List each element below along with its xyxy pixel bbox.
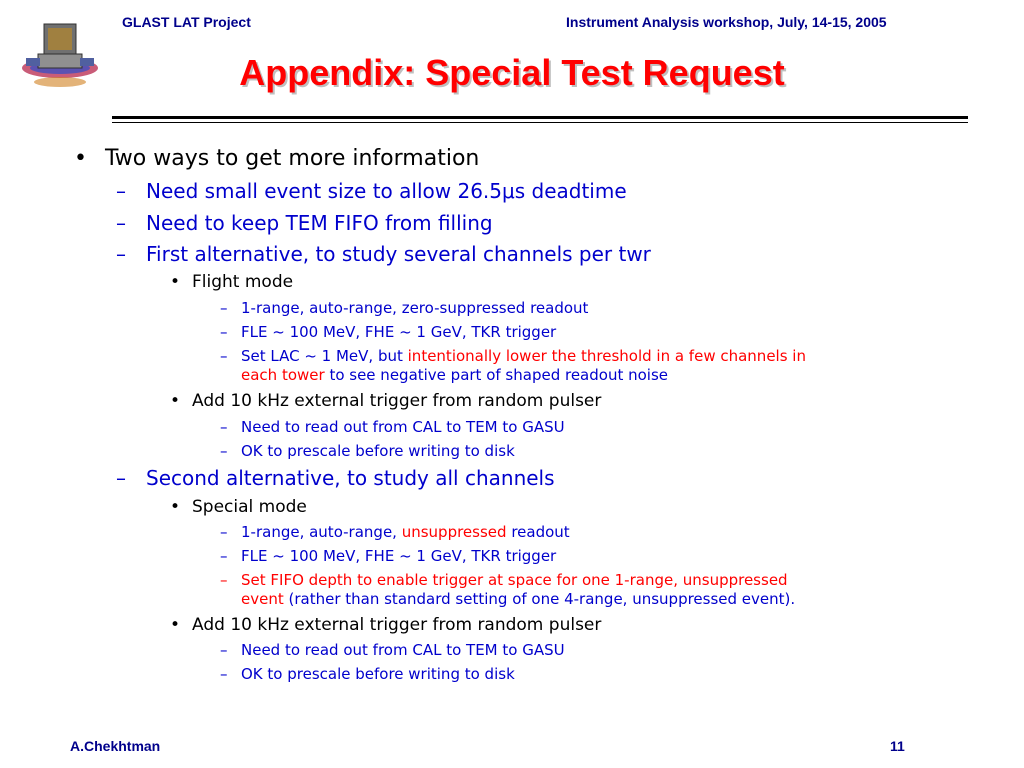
dash-marker: – bbox=[116, 242, 126, 266]
dash-marker: – bbox=[220, 523, 228, 541]
title-rule-thin bbox=[112, 122, 968, 123]
item-first-alternative: First alternative, to study several channels per twr bbox=[146, 242, 651, 266]
header-workshop: Instrument Analysis workshop, July, 14-15, 2005 bbox=[566, 14, 887, 30]
item-special-trigger: FLE ~ 100 MeV, FHE ~ 1 GeV, TKR trigger bbox=[241, 547, 557, 565]
item-fifo-depth-line1 bbox=[241, 571, 788, 589]
lower-threshold-text: intentionally lower the threshold in a few channels in bbox=[407, 347, 806, 365]
each-tower-text: each tower bbox=[241, 366, 325, 384]
dash-marker: – bbox=[220, 571, 228, 589]
dash-marker: – bbox=[220, 347, 228, 365]
item-set-lac-line1 bbox=[241, 347, 806, 365]
dash-marker: – bbox=[220, 547, 228, 565]
set-lac-text: Set LAC ~ 1 MeV, but bbox=[241, 347, 408, 365]
item-set-lac-line2 bbox=[241, 366, 668, 384]
unsuppressed-text: unsuppressed bbox=[401, 523, 507, 541]
slide-title: Appendix: Special Test Request bbox=[239, 52, 785, 93]
item-small-event-size: Need small event size to allow 26.5μs deadtime bbox=[146, 179, 627, 203]
dash-marker: – bbox=[220, 299, 228, 317]
item-second-alternative: Second alternative, to study all channels bbox=[146, 466, 555, 490]
item-tem-fifo: Need to keep TEM FIFO from filling bbox=[146, 211, 493, 235]
item-flight-mode: Flight mode bbox=[192, 272, 294, 292]
bullet-two-ways: Two ways to get more information bbox=[105, 146, 480, 171]
bullet-marker: • bbox=[74, 146, 87, 171]
readout-text: readout bbox=[506, 523, 570, 541]
item-prescale: OK to prescale before writing to disk bbox=[241, 442, 515, 460]
item-special-readout bbox=[241, 523, 570, 541]
footer-author: A.Chekhtman bbox=[70, 738, 161, 754]
header-project: GLAST LAT Project bbox=[122, 14, 251, 30]
special-readout-text: 1-range, auto-range, bbox=[241, 523, 402, 541]
dash-marker: – bbox=[220, 418, 228, 436]
dash-marker: – bbox=[220, 641, 228, 659]
item-read-out-cal-2: Need to read out from CAL to TEM to GASU bbox=[241, 641, 565, 659]
item-flight-trigger: FLE ~ 100 MeV, FHE ~ 1 GeV, TKR trigger bbox=[241, 323, 557, 341]
dash-marker: – bbox=[116, 179, 126, 203]
dash-marker: – bbox=[220, 665, 228, 683]
dash-marker: – bbox=[116, 211, 126, 235]
title-rule-thick bbox=[112, 116, 968, 119]
event-text: event bbox=[241, 590, 284, 608]
standard-setting-text: (rather than standard setting of one 4-range, unsuppressed event). bbox=[283, 590, 796, 608]
item-flight-readout: 1-range, auto-range, zero-suppressed readout bbox=[241, 299, 589, 317]
item-special-mode: Special mode bbox=[192, 497, 307, 517]
item-read-out-cal: Need to read out from CAL to TEM to GASU bbox=[241, 418, 565, 436]
item-external-trigger: Add 10 kHz external trigger from random pulser bbox=[192, 391, 602, 411]
negative-noise-text: to see negative part of shaped readout noise bbox=[324, 366, 668, 384]
dash-marker: – bbox=[220, 442, 228, 460]
bullet-marker: • bbox=[170, 272, 181, 292]
item-external-trigger-2: Add 10 kHz external trigger from random pulser bbox=[192, 615, 602, 635]
bullet-marker: • bbox=[170, 391, 181, 411]
bullet-marker: • bbox=[170, 615, 181, 635]
dash-marker: – bbox=[220, 323, 228, 341]
fifo-depth-text: Set FIFO depth to enable trigger at space for one 1-range, unsuppressed bbox=[241, 571, 788, 589]
footer-page-number: 11 bbox=[890, 738, 905, 754]
bullet-marker: • bbox=[170, 497, 181, 517]
item-prescale-2: OK to prescale before writing to disk bbox=[241, 665, 515, 683]
item-fifo-depth-line2 bbox=[241, 590, 795, 608]
dash-marker: – bbox=[116, 466, 126, 490]
